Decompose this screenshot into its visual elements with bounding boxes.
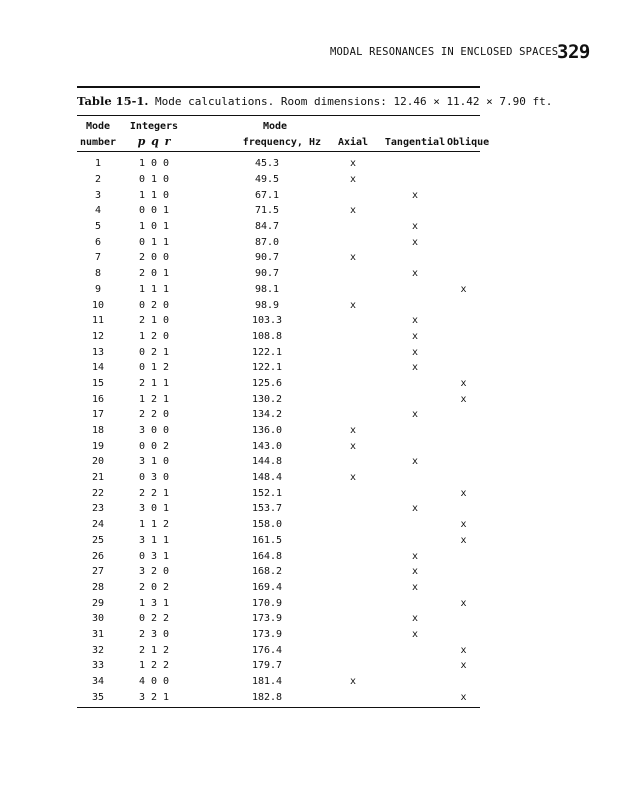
cell-oblique-mark: x (460, 691, 467, 703)
table-row (77, 611, 480, 627)
table-row (77, 172, 480, 188)
cell-frequency: 170.9 (251, 597, 283, 609)
table-row (77, 674, 480, 690)
cell-oblique-mark: x (460, 393, 467, 405)
cell-mode-number: 34 (91, 676, 105, 688)
table-row (77, 470, 480, 486)
cell-oblique-mark: x (460, 534, 467, 546)
table-row (77, 203, 480, 219)
cell-tangential-mark (383, 689, 447, 705)
cell-integers: 0 0 1 (138, 205, 170, 217)
cell-mode-number: 13 (91, 346, 105, 358)
cell-integers: 1 2 0 (138, 330, 170, 342)
cell-integers: 2 1 0 (138, 315, 170, 327)
cell-tangential-mark (383, 376, 447, 392)
cell-mode-number: 2 (94, 174, 102, 186)
running-head-title: MODAL RESONANCES IN ENCLOSED SPACES (330, 46, 559, 58)
table-row (77, 313, 480, 329)
cell-frequency: 122.1 (251, 346, 283, 358)
cell-tangential-mark: x (411, 566, 419, 578)
table-row (77, 689, 480, 705)
header-oblique: Oblique (447, 137, 490, 148)
table-row (77, 187, 480, 203)
cell-oblique-mark (447, 187, 480, 203)
cell-tangential-mark: x (411, 613, 419, 625)
cell-mode-number: 22 (91, 487, 105, 499)
cell-axial-mark (323, 595, 383, 611)
cell-tangential-mark (383, 172, 447, 188)
cell-tangential-mark (383, 203, 447, 219)
cell-tangential-mark: x (411, 221, 419, 233)
cell-axial-mark (323, 642, 383, 658)
cell-oblique-mark (447, 172, 480, 188)
cell-frequency: 130.2 (251, 393, 283, 405)
cell-tangential-mark (383, 391, 447, 407)
table-row (77, 423, 480, 439)
cell-frequency: 134.2 (251, 409, 283, 421)
cell-mode-number: 31 (91, 628, 105, 640)
cell-mode-number: 6 (94, 236, 102, 248)
cell-oblique-mark: x (460, 283, 467, 295)
cell-frequency: 144.8 (251, 456, 283, 468)
cell-integers: 2 0 1 (138, 268, 170, 280)
header-tangential: Tangential (384, 137, 446, 148)
cell-integers: 2 0 2 (138, 581, 170, 593)
header-frequency-line2: frequency, Hz (242, 137, 321, 148)
cell-frequency: 161.5 (251, 534, 283, 546)
cell-axial-mark (323, 376, 383, 392)
cell-frequency: 49.5 (254, 174, 280, 186)
cell-oblique-mark (447, 627, 480, 643)
cell-oblique-mark (447, 360, 480, 376)
cell-mode-number: 29 (91, 597, 105, 609)
cell-axial-mark (323, 313, 383, 329)
cell-axial-mark (323, 391, 383, 407)
cell-integers: 4 0 0 (138, 676, 170, 688)
cell-tangential-mark (383, 152, 447, 172)
table-row (77, 627, 480, 643)
cell-integers: 3 2 1 (138, 691, 170, 703)
cell-axial-mark: x (349, 440, 357, 452)
header-axial: Axial (337, 137, 369, 148)
cell-tangential-mark: x (411, 268, 419, 280)
cell-integers: 3 0 0 (138, 425, 170, 437)
cell-oblique-mark (447, 407, 480, 423)
cell-integers: 0 3 1 (138, 550, 170, 562)
table-row (77, 485, 480, 501)
cell-frequency: 108.8 (251, 330, 283, 342)
cell-mode-number: 3 (94, 189, 102, 201)
cell-tangential-mark: x (411, 236, 419, 248)
table-row (77, 266, 480, 282)
cell-oblique-mark (447, 313, 480, 329)
cell-tangential-mark: x (411, 315, 419, 327)
cell-tangential-mark (383, 595, 447, 611)
table-row (77, 282, 480, 298)
cell-integers: 3 1 0 (138, 456, 170, 468)
cell-oblique-mark (447, 250, 480, 266)
running-head (330, 41, 590, 66)
cell-integers: 0 0 2 (138, 440, 170, 452)
cell-axial-mark: x (349, 676, 357, 688)
cell-axial-mark (323, 454, 383, 470)
cell-axial-mark (323, 517, 383, 533)
cell-oblique-mark (447, 564, 480, 580)
cell-mode-number: 20 (91, 456, 105, 468)
cell-mode-number: 32 (91, 644, 105, 656)
cell-oblique-mark (447, 423, 480, 439)
cell-tangential-mark: x (411, 503, 419, 515)
cell-axial-mark (323, 407, 383, 423)
table-row (77, 580, 480, 596)
cell-mode-number: 12 (91, 330, 105, 342)
cell-oblique-mark (447, 611, 480, 627)
cell-tangential-mark (383, 485, 447, 501)
cell-oblique-mark (447, 548, 480, 564)
table-caption (77, 94, 553, 112)
cell-mode-number: 14 (91, 362, 105, 374)
cell-mode-number: 27 (91, 566, 105, 578)
cell-axial-mark: x (349, 472, 357, 484)
cell-oblique-mark (447, 234, 480, 250)
cell-frequency: 71.5 (254, 205, 280, 217)
cell-mode-number: 17 (91, 409, 105, 421)
cell-oblique-mark: x (460, 487, 467, 499)
table-body (77, 152, 480, 706)
cell-mode-number: 33 (91, 660, 105, 672)
table-row (77, 595, 480, 611)
cell-frequency: 87.0 (254, 236, 280, 248)
cell-integers: 0 1 1 (138, 236, 170, 248)
header-mode-line1: Mode (85, 121, 111, 132)
cell-mode-number: 5 (94, 221, 102, 233)
table-row (77, 454, 480, 470)
cell-integers: 0 2 2 (138, 613, 170, 625)
header-integers-line1: Integers (129, 121, 179, 132)
cell-frequency: 164.8 (251, 550, 283, 562)
cell-integers: 2 1 1 (138, 377, 170, 389)
cell-frequency: 98.9 (254, 299, 280, 311)
table-row (77, 501, 480, 517)
table-row (77, 219, 480, 235)
cell-mode-number: 26 (91, 550, 105, 562)
table-row (77, 360, 480, 376)
cell-mode-number: 21 (91, 472, 105, 484)
table-row (77, 407, 480, 423)
cell-tangential-mark (383, 297, 447, 313)
cell-oblique-mark (447, 580, 480, 596)
cell-integers: 0 3 0 (138, 472, 170, 484)
cell-integers: 2 3 0 (138, 628, 170, 640)
cell-frequency: 90.7 (254, 252, 280, 264)
cell-tangential-mark (383, 674, 447, 690)
cell-tangential-mark (383, 658, 447, 674)
cell-mode-number: 1 (94, 158, 102, 170)
cell-tangential-mark: x (411, 346, 419, 358)
cell-oblique-mark (447, 674, 480, 690)
cell-oblique-mark (447, 329, 480, 345)
cell-axial-mark (323, 485, 383, 501)
table-row (77, 152, 480, 172)
cell-mode-number: 24 (91, 519, 105, 531)
cell-integers: 3 1 1 (138, 534, 170, 546)
cell-tangential-mark: x (411, 189, 419, 201)
cell-frequency: 67.1 (254, 189, 280, 201)
cell-axial-mark (323, 580, 383, 596)
cell-frequency: 45.3 (254, 158, 280, 170)
table-row (77, 517, 480, 533)
cell-axial-mark (323, 548, 383, 564)
cell-axial-mark (323, 360, 383, 376)
cell-frequency: 181.4 (251, 676, 283, 688)
cell-integers: 1 1 1 (138, 283, 170, 295)
mode-table (77, 116, 490, 705)
cell-frequency: 136.0 (251, 425, 283, 437)
cell-integers: 2 0 0 (138, 252, 170, 264)
cell-frequency: 173.9 (251, 613, 283, 625)
cell-oblique-mark (447, 501, 480, 517)
table-row (77, 533, 480, 549)
cell-frequency: 122.1 (251, 362, 283, 374)
cell-axial-mark (323, 187, 383, 203)
cell-axial-mark (323, 344, 383, 360)
cell-axial-mark (323, 658, 383, 674)
cell-mode-number: 4 (94, 205, 102, 217)
cell-frequency: 176.4 (251, 644, 283, 656)
cell-tangential-mark (383, 250, 447, 266)
table-bottom-rule (77, 707, 480, 708)
cell-frequency: 98.1 (254, 283, 280, 295)
cell-tangential-mark (383, 517, 447, 533)
cell-oblique-mark (447, 438, 480, 454)
cell-frequency: 153.7 (251, 503, 283, 515)
table-row (77, 438, 480, 454)
cell-tangential-mark (383, 282, 447, 298)
cell-tangential-mark (383, 423, 447, 439)
cell-mode-number: 30 (91, 613, 105, 625)
cell-frequency: 143.0 (251, 440, 283, 452)
cell-axial-mark: x (349, 299, 357, 311)
table-row (77, 376, 480, 392)
cell-oblique-mark (447, 266, 480, 282)
table-row (77, 329, 480, 345)
cell-oblique-mark (447, 470, 480, 486)
cell-frequency: 90.7 (254, 268, 280, 280)
cell-frequency: 158.0 (251, 519, 283, 531)
cell-tangential-mark: x (411, 330, 419, 342)
cell-axial-mark (323, 329, 383, 345)
cell-frequency: 173.9 (251, 628, 283, 640)
cell-mode-number: 23 (91, 503, 105, 515)
cell-mode-number: 11 (91, 315, 105, 327)
cell-integers: 1 0 1 (138, 221, 170, 233)
cell-integers: 3 2 0 (138, 566, 170, 578)
table-row (77, 234, 480, 250)
cell-mode-number: 28 (91, 581, 105, 593)
cell-integers: 1 2 2 (138, 660, 170, 672)
cell-oblique-mark: x (460, 660, 467, 672)
header-frequency-line1: Mode (262, 121, 288, 132)
table-row (77, 297, 480, 313)
cell-integers: 2 2 0 (138, 409, 170, 421)
page-number: 329 (557, 41, 590, 63)
cell-oblique-mark (447, 344, 480, 360)
cell-integers: 1 2 1 (138, 393, 170, 405)
header-mode-line2: number (79, 137, 117, 148)
cell-frequency: 169.4 (251, 581, 283, 593)
table-row (77, 344, 480, 360)
cell-mode-number: 25 (91, 534, 105, 546)
table-caption-label: Table 15-1. (77, 94, 149, 108)
table-caption-text: Mode calculations. Room dimensions: 12.46 × 11.42 × 7.90 ft. (155, 95, 553, 108)
table-row (77, 658, 480, 674)
cell-tangential-mark: x (411, 362, 419, 374)
cell-axial-mark: x (349, 252, 357, 264)
cell-oblique-mark: x (460, 377, 467, 389)
cell-axial-mark: x (349, 425, 357, 437)
cell-integers: 1 0 0 (138, 158, 170, 170)
cell-mode-number: 8 (94, 268, 102, 280)
cell-axial-mark (323, 689, 383, 705)
cell-tangential-mark: x (411, 456, 419, 468)
cell-tangential-mark: x (411, 581, 419, 593)
cell-axial-mark: x (349, 174, 357, 186)
cell-axial-mark (323, 611, 383, 627)
table-row (77, 642, 480, 658)
cell-mode-number: 9 (94, 283, 102, 295)
cell-oblique-mark: x (460, 519, 467, 531)
cell-tangential-mark: x (411, 628, 419, 640)
cell-axial-mark: x (349, 205, 357, 217)
cell-frequency: 125.6 (251, 377, 283, 389)
table-row (77, 250, 480, 266)
table-row (77, 391, 480, 407)
table-row (77, 548, 480, 564)
cell-integers: 0 2 1 (138, 346, 170, 358)
table-row (77, 564, 480, 580)
cell-integers: 1 3 1 (138, 597, 170, 609)
cell-tangential-mark: x (411, 409, 419, 421)
cell-integers: 3 0 1 (138, 503, 170, 515)
cell-frequency: 84.7 (254, 221, 280, 233)
cell-frequency: 148.4 (251, 472, 283, 484)
cell-tangential-mark (383, 438, 447, 454)
cell-tangential-mark (383, 642, 447, 658)
cell-oblique-mark (447, 219, 480, 235)
cell-frequency: 179.7 (251, 660, 283, 672)
cell-axial-mark (323, 627, 383, 643)
cell-tangential-mark (383, 470, 447, 486)
cell-tangential-mark (383, 533, 447, 549)
cell-frequency: 152.1 (251, 487, 283, 499)
cell-mode-number: 16 (91, 393, 105, 405)
cell-mode-number: 7 (94, 252, 102, 264)
cell-tangential-mark: x (411, 550, 419, 562)
cell-oblique-mark (447, 297, 480, 313)
cell-axial-mark (323, 219, 383, 235)
cell-axial-mark: x (349, 158, 357, 170)
cell-oblique-mark: x (460, 644, 467, 656)
cell-oblique-mark (447, 203, 480, 219)
cell-oblique-mark (447, 152, 480, 172)
cell-integers: 2 2 1 (138, 487, 170, 499)
cell-axial-mark (323, 533, 383, 549)
table-top-rule (77, 86, 480, 88)
cell-axial-mark (323, 282, 383, 298)
cell-integers: 2 1 2 (138, 644, 170, 656)
cell-mode-number: 10 (91, 299, 105, 311)
cell-frequency: 168.2 (251, 566, 283, 578)
cell-integers: 1 1 2 (138, 519, 170, 531)
cell-axial-mark (323, 266, 383, 282)
cell-frequency: 182.8 (251, 691, 283, 703)
cell-integers: 0 1 2 (138, 362, 170, 374)
cell-integers: 0 1 0 (138, 174, 170, 186)
cell-axial-mark (323, 234, 383, 250)
mode-table-block (77, 86, 553, 708)
cell-integers: 0 2 0 (138, 299, 170, 311)
cell-axial-mark (323, 564, 383, 580)
cell-integers: 1 1 0 (138, 189, 170, 201)
cell-frequency: 103.3 (251, 315, 283, 327)
cell-axial-mark (323, 501, 383, 517)
cell-mode-number: 35 (91, 691, 105, 703)
cell-mode-number: 19 (91, 440, 105, 452)
cell-mode-number: 18 (91, 425, 105, 437)
cell-oblique-mark: x (460, 597, 467, 609)
header-integers-pqr: p q r (137, 135, 171, 148)
cell-oblique-mark (447, 454, 480, 470)
cell-mode-number: 15 (91, 377, 105, 389)
